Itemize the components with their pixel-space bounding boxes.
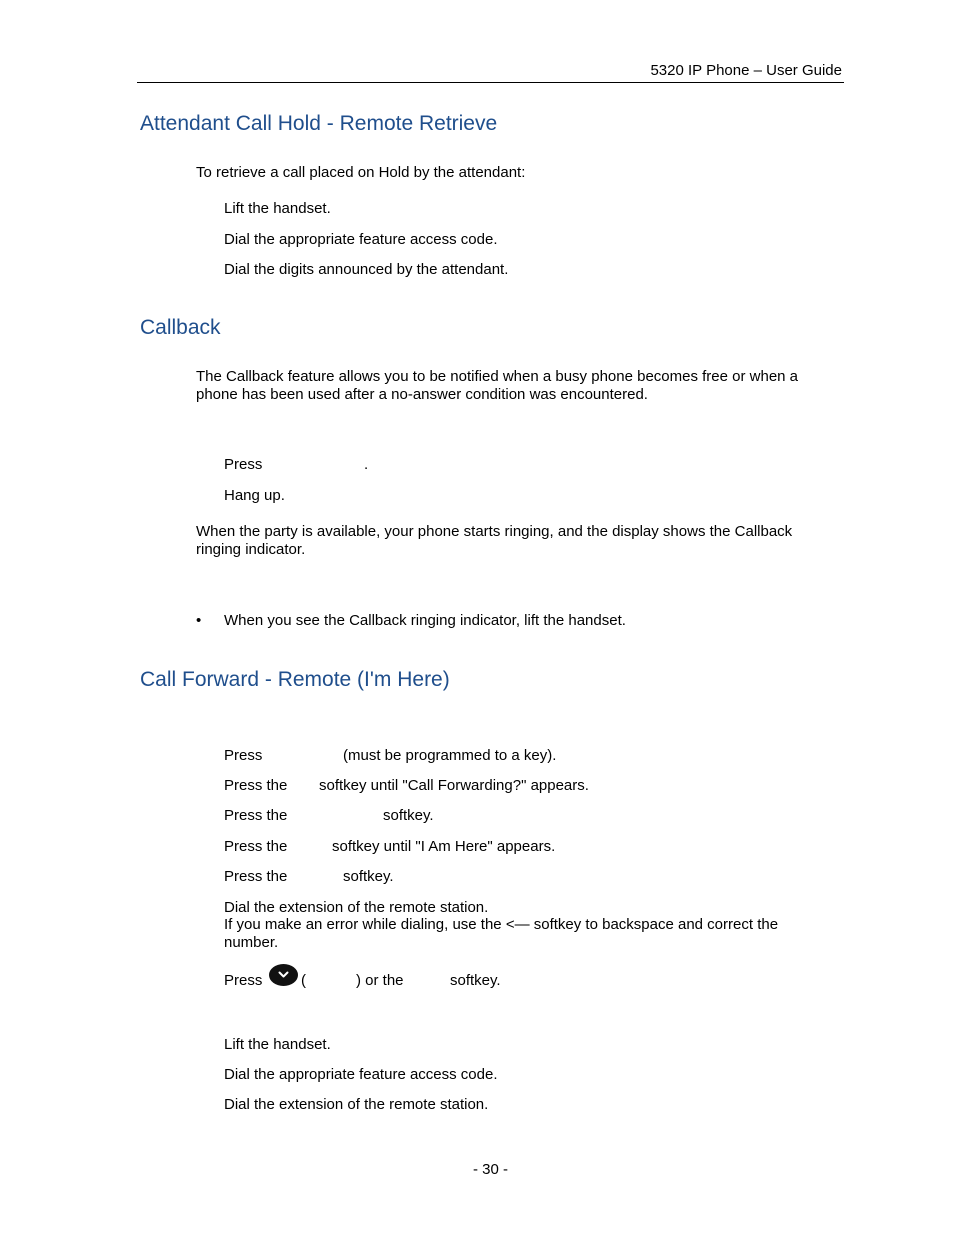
- forward-step2-press: Press the: [224, 777, 288, 794]
- forward-step7-or-the: ) or the: [356, 972, 404, 989]
- forward-step3-text: softkey.: [383, 807, 434, 824]
- callback-intro-line1: The Callback feature allows you to be notified when a busy phone becomes free or when a: [196, 368, 799, 385]
- page-header-title: 5320 IP Phone – User Guide: [650, 62, 842, 79]
- forward-step2-text: softkey until "Call Forwarding?" appears.: [319, 777, 589, 794]
- page-number: - 30 -: [473, 1161, 509, 1178]
- heading-callback: Callback: [140, 316, 221, 339]
- chevron-down-icon: [269, 964, 298, 986]
- forward-step5-text: softkey.: [343, 868, 394, 885]
- callback-when-line2: ringing indicator.: [196, 541, 306, 558]
- header-rule: [137, 82, 844, 83]
- forward-step7-press: Press: [224, 972, 263, 989]
- forward-step4-text: softkey until "I Am Here" appears.: [332, 838, 556, 855]
- heading-call-forward: Call Forward - Remote (I'm Here): [140, 668, 450, 691]
- heading-attendant-hold: Attendant Call Hold - Remote Retrieve: [140, 112, 498, 135]
- callback-when-line1: When the party is available, your phone starts ringing, and the display shows the Callback: [196, 523, 793, 540]
- forward-alt-step-2: Dial the appropriate feature access code.: [224, 1066, 498, 1083]
- forward-step6-line3: number.: [224, 934, 279, 951]
- forward-step6-line1: Dial the extension of the remote station.: [224, 899, 489, 916]
- callback-press: Press: [224, 456, 263, 473]
- hold-step-2: Dial the appropriate feature access code.: [224, 231, 498, 248]
- forward-step1-press: Press: [224, 747, 263, 764]
- forward-alt-step-1: Lift the handset.: [224, 1036, 331, 1053]
- forward-alt-step-3: Dial the extension of the remote station.: [224, 1096, 489, 1113]
- hold-intro: To retrieve a call placed on Hold by the attendant:: [196, 164, 526, 181]
- forward-step7-softkey: softkey.: [450, 972, 501, 989]
- callback-hang-up: Hang up.: [224, 487, 285, 504]
- forward-step5-press: Press the: [224, 868, 288, 885]
- forward-step6-line2: If you make an error while dialing, use the <— softkey to backspace and correct the: [224, 916, 779, 933]
- hold-step-1: Lift the handset.: [224, 200, 331, 217]
- bullet-marker: •: [196, 612, 202, 629]
- hold-step-3: Dial the digits announced by the attendant.: [224, 261, 509, 278]
- callback-press-period: .: [364, 456, 369, 473]
- forward-step3-press: Press the: [224, 807, 288, 824]
- forward-step4-press: Press the: [224, 838, 288, 855]
- forward-step1-text: (must be programmed to a key).: [343, 747, 557, 764]
- callback-bullet-text: When you see the Callback ringing indicator, lift the handset.: [224, 612, 626, 629]
- forward-step7-open-paren: (: [301, 972, 306, 989]
- callback-intro-line2: phone has been used after a no-answer condition was encountered.: [196, 386, 648, 403]
